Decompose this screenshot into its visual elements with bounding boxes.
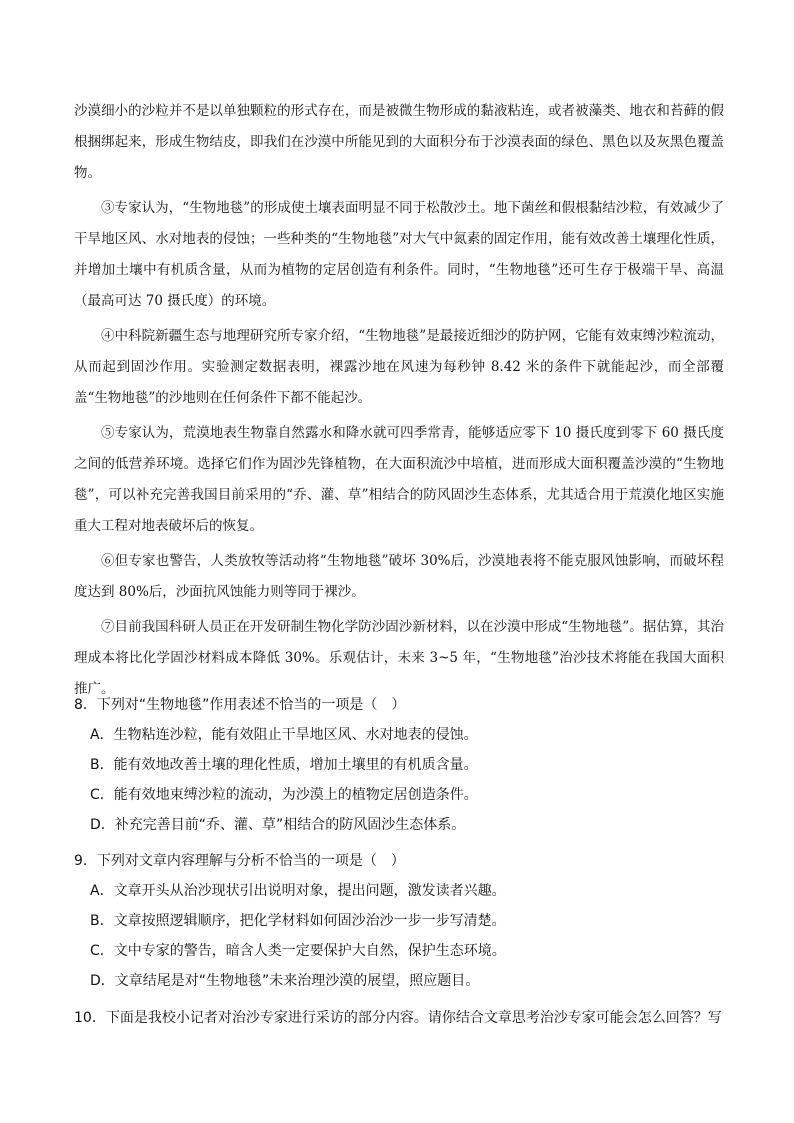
question-8: [74, 690, 734, 840]
reading-passage: [74, 96, 724, 705]
question-stem: 9．下列对文章内容理解与分析不恰当的一项是（ ）: [74, 853, 405, 869]
passage-paragraph-7: ⑦目前我国科研人员正在开发研制生物化学防沙固沙新材料，以在沙漠中形成“生物地毯”。据估算，其治理成本将比化学固沙材料成本降低 30%。乐观估计，未来 3~5 年，“生物地毯”治沙技术将能在我国大面积推广。: [74, 619, 724, 697]
option-b: B．能有效地改善土壤的理化性质，增加土壤里的有机质含量。: [90, 757, 478, 773]
question-9: [74, 846, 734, 996]
passage-paragraph-4: ④中科院新疆生态与地理研究所专家介绍，“生物地毯”是最接近细沙的防护网，它能有效束缚沙粒流动，从而起到固沙作用。实验测定数据表明，裸露沙地在风速为每秒钟 8.42 米的条件下就能起沙，而全部覆盖“生物地毯”的沙地则在任何条件下都不能起沙。: [74, 328, 724, 406]
option-c: C．能有效地束缚沙粒的流动，为沙漠上的植物定居创造条件。: [90, 787, 478, 803]
passage-paragraph-6: ⑥但专家也警告，人类放牧等活动将“生物地毯”破坏 30%后，沙漠地表将不能克服风蚀影响，而破坏程度达到 80%后，沙面抗风蚀能力则等同于裸沙。: [74, 553, 724, 600]
passage-paragraph-5: ⑤专家认为，荒漠地表生物靠自然露水和降水就可四季常青，能够适应零下 10 摄氏度到零下 60 摄氏度之间的低营养环境。选择它们作为固沙先锋植物，在大面积流沙中培植，进而形成大面积覆盖沙漠的“生物地毯”，可以补充完善我国目前采用的“乔、灌、草”相结合的防风固沙生态体系，尤其适合用于荒漠化地区实施重大工程对地表破坏后的恢复。: [74, 425, 724, 534]
question-stem: 10．下面是我校小记者对治沙专家进行采访的部分内容。请你结合文章思考治沙专家可能会怎么回答？写: [74, 1010, 722, 1026]
passage-paragraph-1: 沙漠细小的沙粒并不是以单独颗粒的形式存在，而是被微生物形成的黏液粘连，或者被藻类、地衣和苔藓的假根捆绑起来，形成生物结皮，即我们在沙漠中所能见到的大面积分布于沙漠表面的绿色、黑色以及灰黑色覆盖物。: [74, 103, 724, 181]
option-c: C．文中专家的警告，暗含人类一定要保护大自然，保护生态环境。: [90, 943, 506, 959]
option-d: D．补充完善目前“乔、灌、草”相结合的防风固沙生态体系。: [90, 817, 466, 833]
question-stem: 8．下列对“生物地毯”作用表述不恰当的一项是（ ）: [74, 697, 406, 713]
passage-paragraph-3: ③专家认为，“生物地毯”的形成使土壤表面明显不同于松散沙土。地下菌丝和假根黏结沙粒，有效减少了干旱地区风、水对地表的侵蚀；一些种类的“生物地毯”对大气中氮素的固定作用，能有效改善土壤理化性质，并增加土壤中有机质含量，从而为植物的定居创造有利条件。同时，“生物地毯”还可生存于极端干旱、高温（最高可达 70 摄氏度）的环境。: [74, 200, 724, 309]
option-a: A．生物粘连沙粒，能有效阻止干旱地区风、水对地表的侵蚀。: [90, 727, 478, 743]
option-a: A．文章开头从治沙现状引出说明对象，提出问题，激发读者兴趣。: [90, 883, 506, 899]
option-d: D．文章结尾是对“生物地毯”未来治理沙漠的展望，照应题目。: [90, 973, 480, 989]
option-b: B．文章按照逻辑顺序，把化学材料如何固沙治沙一步一步写清楚。: [90, 913, 506, 929]
question-10: [74, 1003, 734, 1033]
